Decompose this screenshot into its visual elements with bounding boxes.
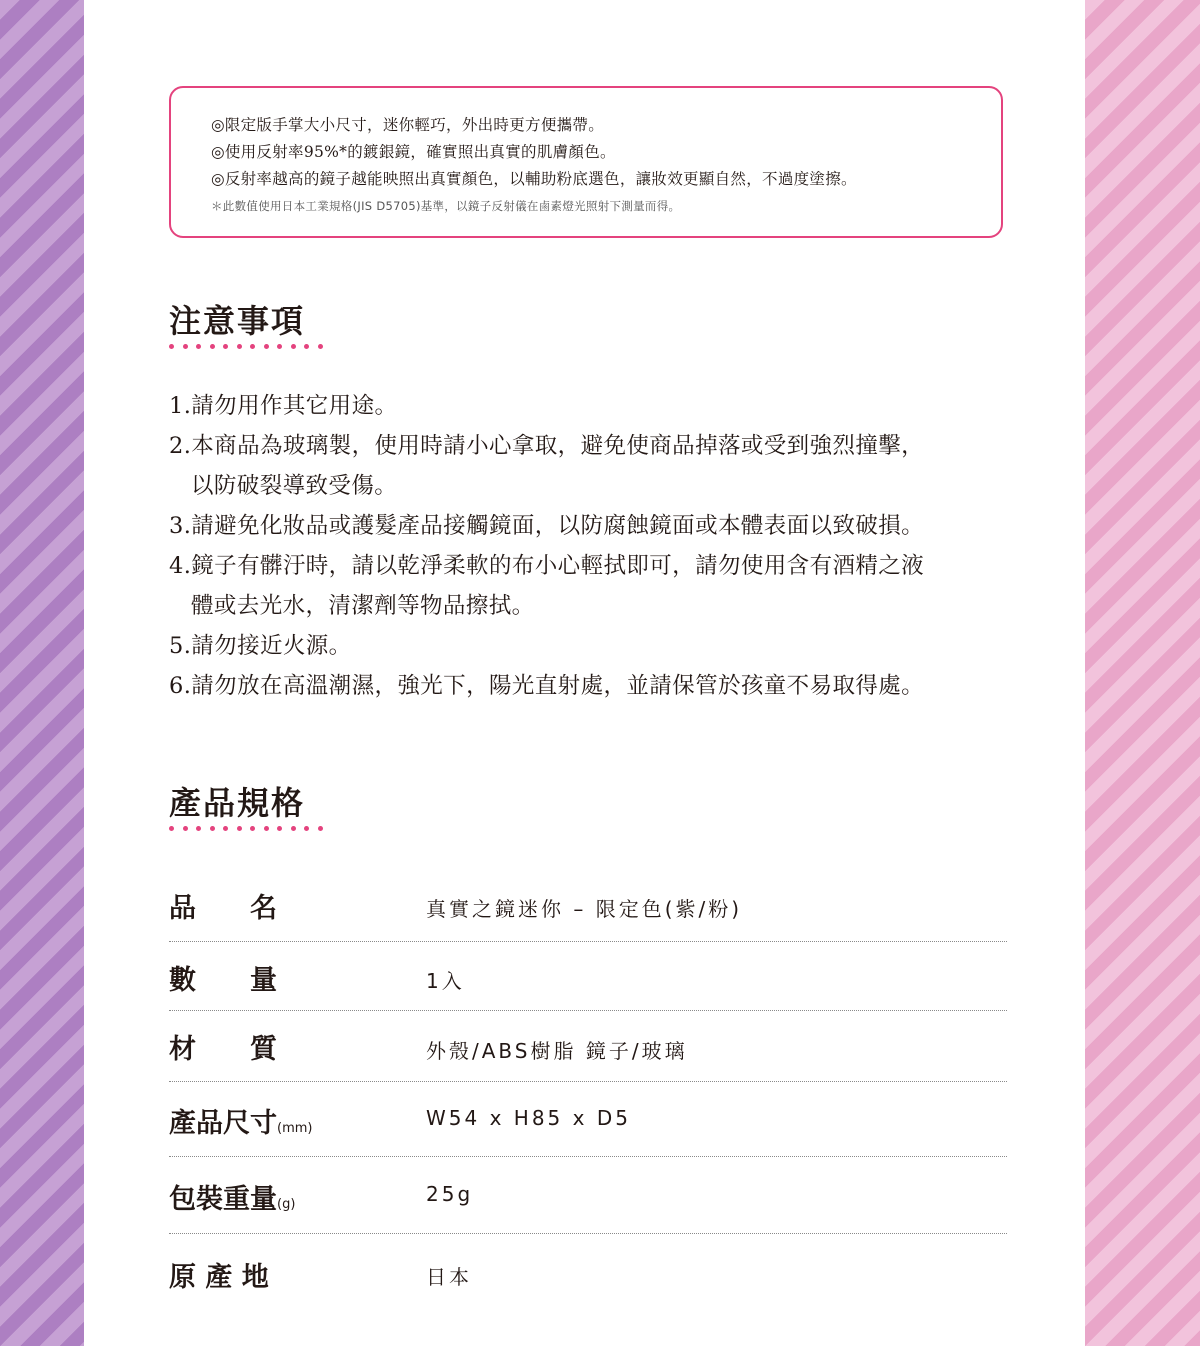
spec-label: 原 產 地 bbox=[169, 1262, 269, 1293]
cautions-heading: 注意事項 bbox=[169, 302, 306, 340]
spec-value: 25g bbox=[426, 1182, 474, 1206]
content-panel bbox=[84, 0, 1085, 1346]
spec-value: 外殼/ABS樹脂 鏡子/玻璃 bbox=[426, 1039, 688, 1063]
spec-value: 真實之鏡迷你 – 限定色(紫/粉) bbox=[426, 897, 743, 921]
spec-row-material bbox=[169, 1011, 1007, 1082]
spec-row-size bbox=[169, 1082, 1007, 1157]
spec-value: 1入 bbox=[426, 969, 465, 993]
cautions-list bbox=[169, 386, 1029, 706]
feature-line: ◎使用反射率95%*的鍍銀鏡，確實照出真實的肌膚顏色。 bbox=[211, 143, 616, 161]
spec-value: 日本 bbox=[426, 1265, 472, 1289]
spec-label: 材 質 bbox=[169, 1034, 277, 1065]
caution-item: 5.請勿接近火源。 bbox=[169, 633, 352, 659]
left-stripe-decoration bbox=[0, 0, 84, 1346]
spec-row-origin bbox=[169, 1234, 1007, 1314]
right-stripe-decoration bbox=[1085, 0, 1200, 1346]
feature-footnote: ＊此數值使用日本工業規格(JIS D5705)基準，以鏡子反射儀在鹵素燈光照射下測量而得。 bbox=[211, 199, 681, 213]
feature-line: ◎限定版手掌大小尺寸，迷你輕巧，外出時更方便攜帶。 bbox=[211, 116, 605, 134]
spec-value: W54 x H85 x D5 bbox=[426, 1106, 631, 1130]
spec-label: 數 量 bbox=[169, 965, 277, 996]
caution-item: 6.請勿放在高溫潮濕，強光下，陽光直射處，並請保管於孩童不易取得處。 bbox=[169, 673, 925, 699]
spec-row-name bbox=[169, 862, 1007, 942]
caution-item: 3.請避免化妝品或護髮產品接觸鏡面，以防腐蝕鏡面或本體表面以致破損。 bbox=[169, 513, 925, 539]
specs-heading-dots bbox=[169, 826, 323, 831]
spec-row-quantity bbox=[169, 942, 1007, 1011]
specs-heading: 產品規格 bbox=[169, 784, 306, 822]
feature-line: ◎反射率越高的鏡子越能映照出真實顏色，以輔助粉底選色，讓妝效更顯自然，不過度塗擦。 bbox=[211, 170, 857, 188]
spec-row-weight bbox=[169, 1157, 1007, 1234]
feature-notice-box bbox=[169, 86, 1003, 238]
cautions-heading-dots bbox=[169, 344, 323, 349]
spec-label: 品 名 bbox=[169, 893, 277, 924]
caution-item: 4.鏡子有髒汙時，請以乾淨柔軟的布小心輕拭即可，請勿使用含有酒精之液 體或去光水，清潔劑等物品擦拭。 bbox=[169, 553, 925, 619]
spec-label: 包裝重量(g) bbox=[169, 1184, 296, 1215]
caution-item: 2.本商品為玻璃製，使用時請小心拿取，避免使商品掉落或受到強烈撞擊， 以防破裂導致受傷。 bbox=[169, 433, 925, 499]
caution-item: 1.請勿用作其它用途。 bbox=[169, 393, 398, 419]
spec-label: 產品尺寸(mm) bbox=[169, 1108, 313, 1139]
